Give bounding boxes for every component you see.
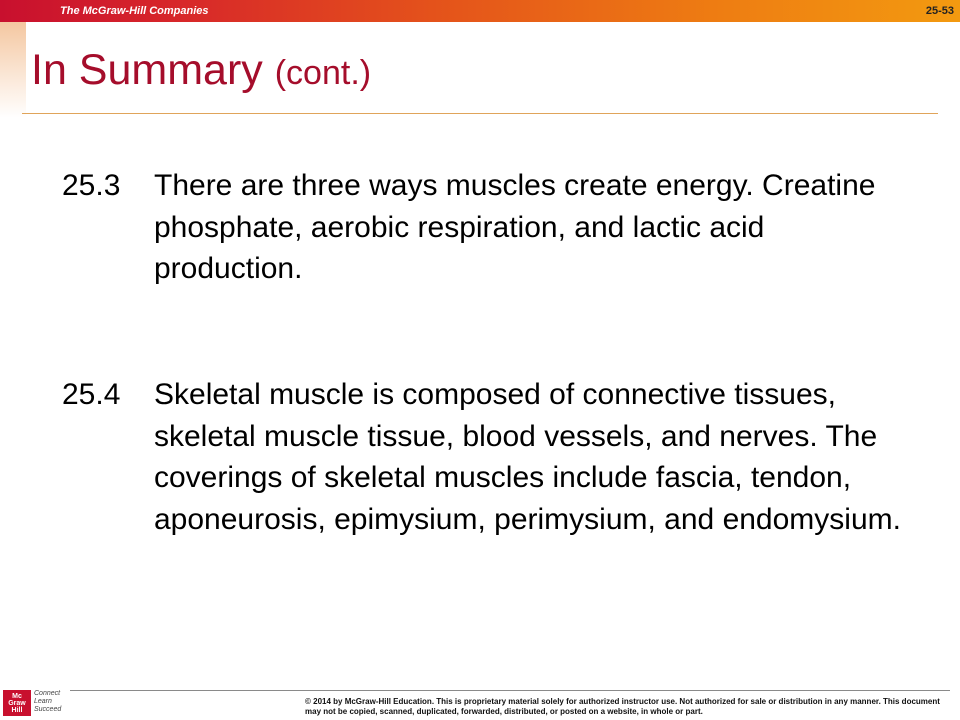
footer-divider <box>70 690 950 691</box>
slide-title-main: In Summary <box>31 46 263 94</box>
title-divider <box>22 113 938 114</box>
summary-item-number: 25.3 <box>62 169 121 202</box>
publisher-logo: The McGraw-Hill Companies <box>60 5 209 17</box>
summary-item-text: There are three ways muscles create energy. Creatine phosphate, aerobic respiration, and lactic acid production. <box>154 169 876 285</box>
copyright-notice: © 2014 by McGraw-Hill Education. This is proprietary material solely for authorized instructor use. Not authorized for sale or distribution in any manner. This document may not be copied, scanned, duplicated, forwarded, distributed, or posted on a website, in whole or part. <box>305 697 940 716</box>
logo-letters: Mc Graw Hill <box>8 693 26 714</box>
slide-number: 25-53 <box>925 5 954 17</box>
slide-title <box>31 44 371 99</box>
left-accent-stripe <box>0 22 26 118</box>
summary-item-number: 25.4 <box>62 378 121 411</box>
summary-item-text: Skeletal muscle is composed of connective tissues, skeletal muscle tissue, blood vessels, and nerves. The coverings of skeletal muscles include fascia, tendon, aponeurosis, epimysium, perimysium, and endomysium. <box>154 378 901 536</box>
slide-title-sub: (cont.) <box>274 54 372 92</box>
header-bar <box>0 0 960 22</box>
summary-item-25-3 <box>62 165 902 290</box>
summary-item-25-4 <box>62 374 902 540</box>
footer-tagline: Connect Learn Succeed <box>34 690 62 713</box>
mcgraw-hill-logo-icon <box>3 690 31 716</box>
